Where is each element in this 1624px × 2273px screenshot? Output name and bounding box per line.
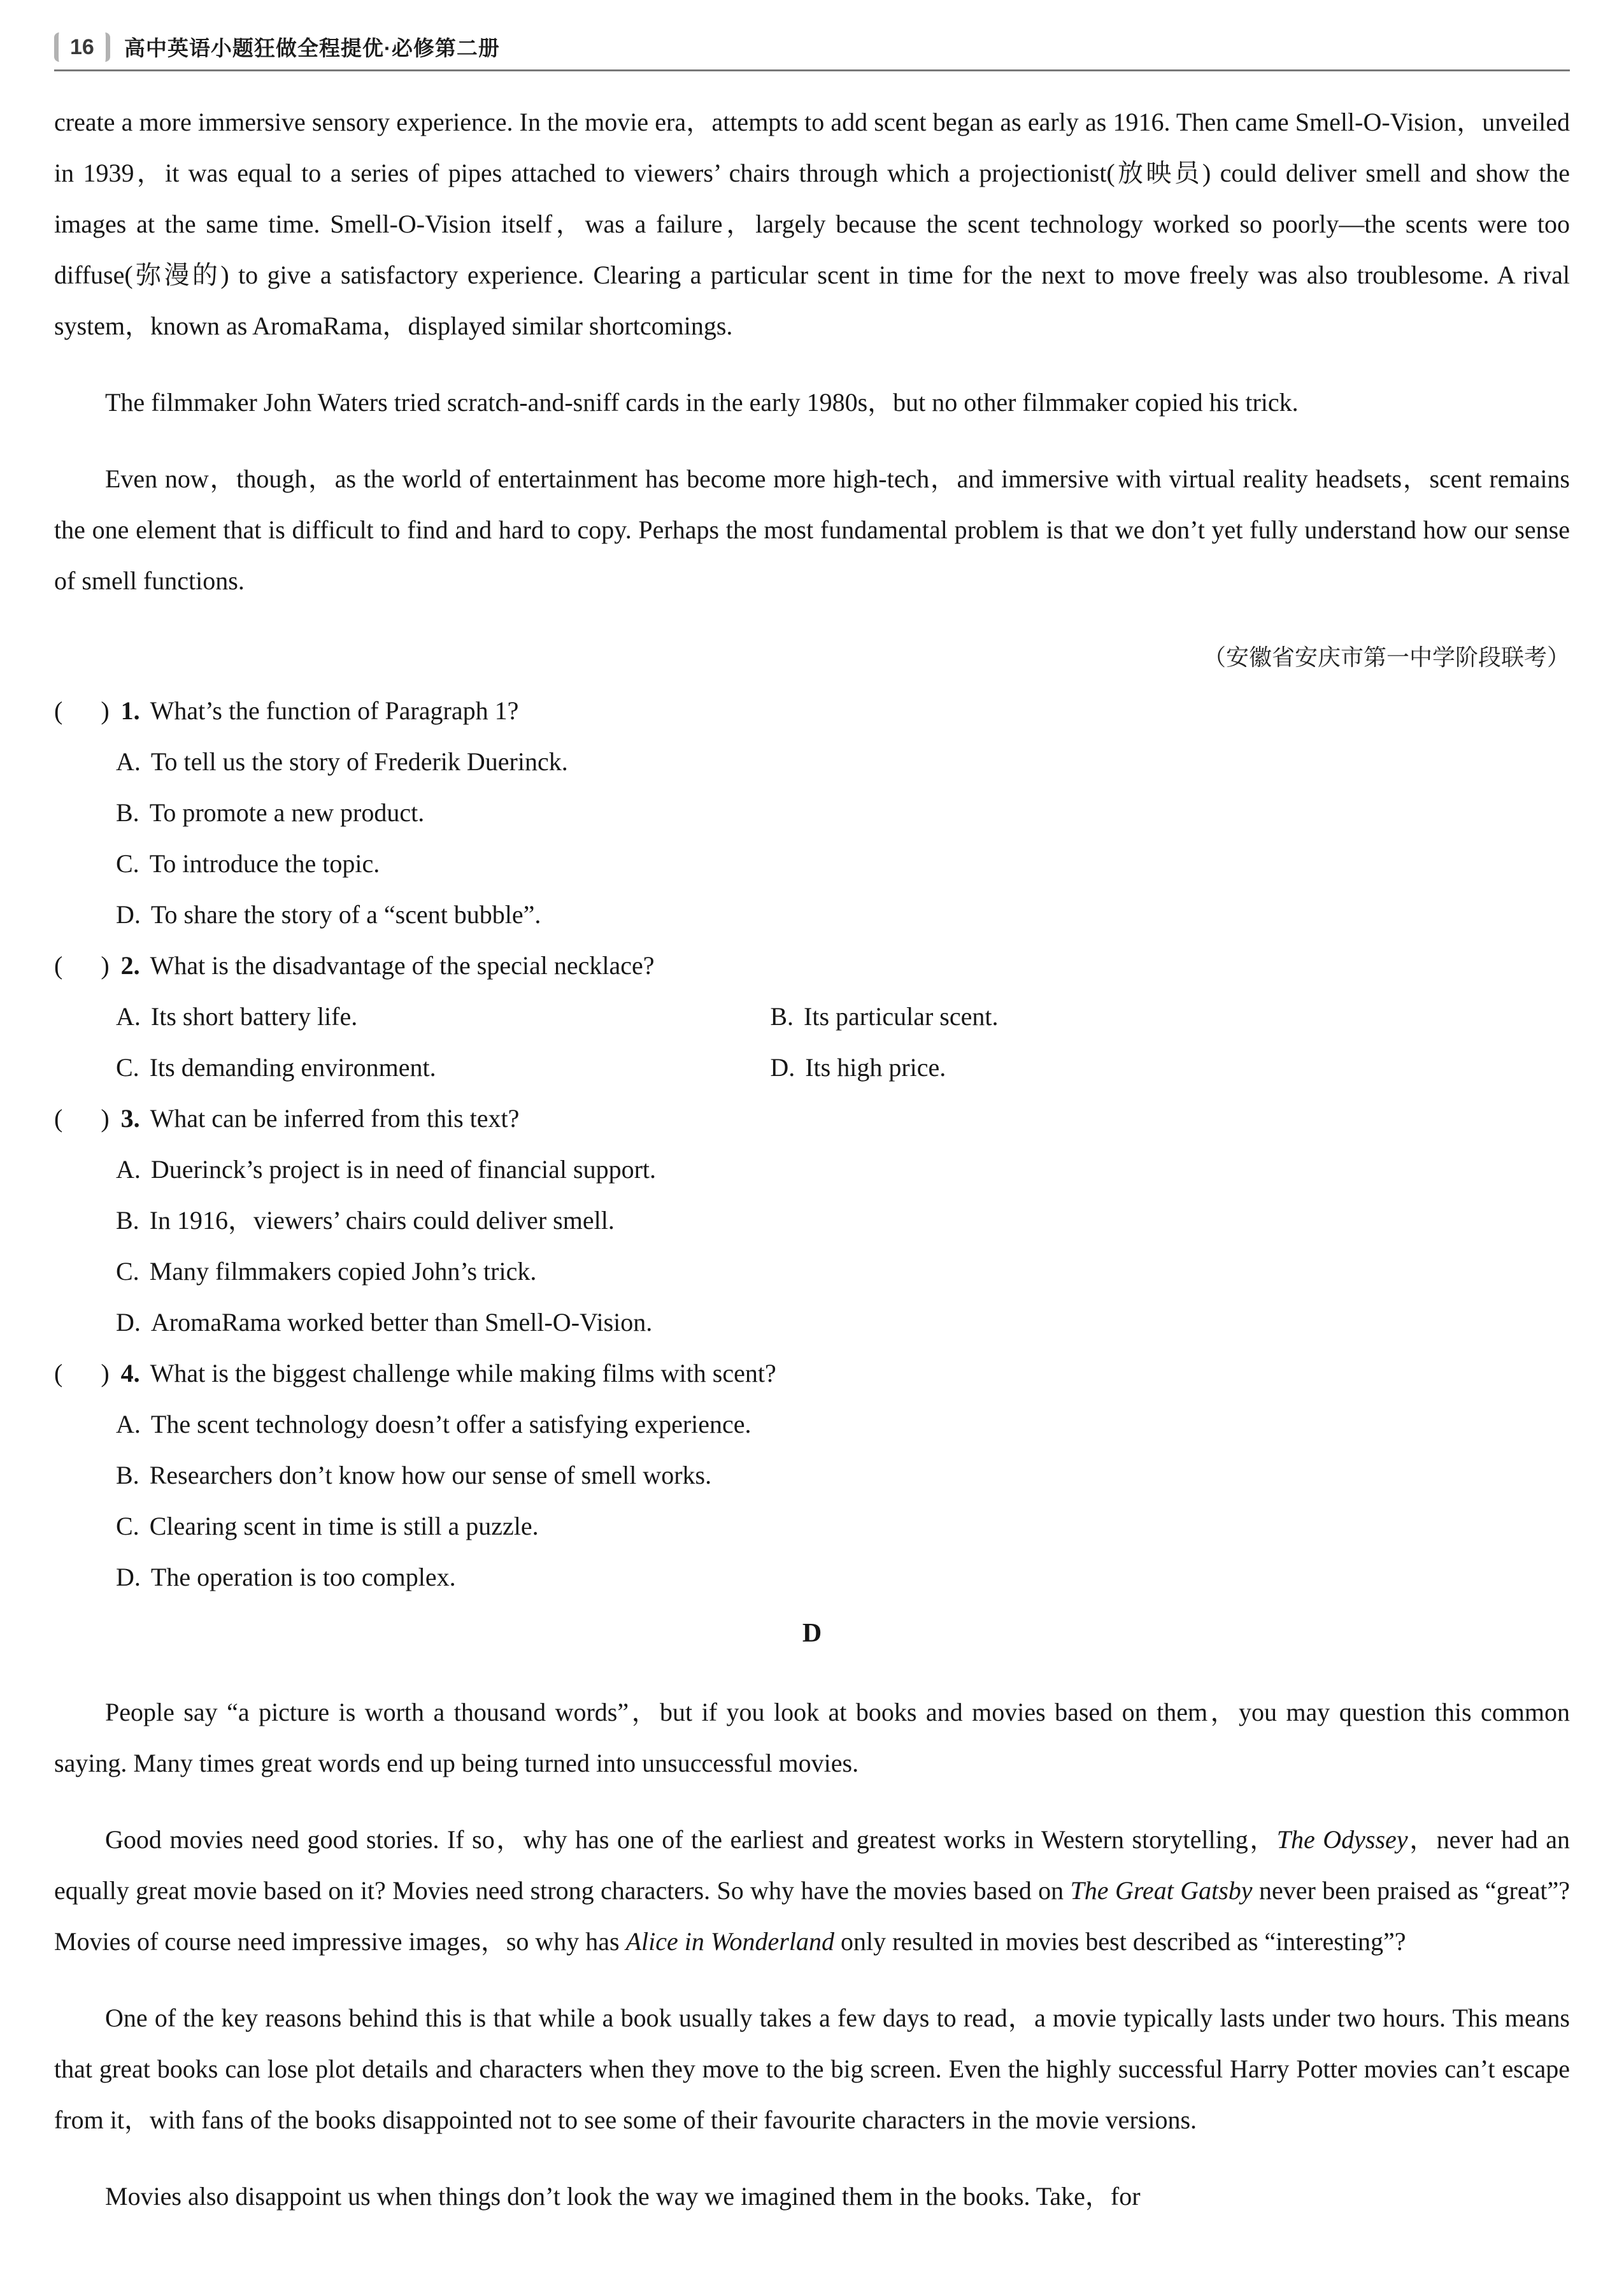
answer-blank: ( ) <box>54 1104 110 1133</box>
option-letter: B. <box>116 1206 139 1235</box>
option-4D <box>116 1552 1570 1603</box>
option-3B <box>116 1195 1570 1246</box>
option-text: To tell us the story of Frederik Duerinck. <box>150 747 568 776</box>
option-letter: D. <box>116 900 141 929</box>
option-letter: C. <box>116 1053 139 1082</box>
option-text: In 1916，viewers’ chairs could deliver smell. <box>149 1206 615 1235</box>
option-4A <box>116 1399 1570 1450</box>
option-3C <box>116 1246 1570 1297</box>
text-run: create a more immersive sensory experience. In the movie era，attempts to add scent began as early as 1916. Then came Smell-O-Vision，unveiled in 1939，it was equal to a series of pipes attached to viewers’ chairs through which a projectionist(放映员) could deliver smell and show the images at the same time. Smell-O-Vision itself，was a failure，largely because the scent technology worked so poorly—the scents were too diffuse(弥漫的) to give a satisfactory experience. Clearing a particular scent in time for the next to move freely was also troublesome. A rival system，known as AromaRama，displayed similar shortcomings. <box>54 108 1570 340</box>
text-run: People say “a picture is worth a thousand words”，but if you look at books and movies based on them，you may question this common saying. Many times great words end up being turned into unsuccessful movies. <box>54 1698 1570 1777</box>
text-run: One of the key reasons behind this is that while a book usually takes a few days to read，a movie typically lasts under two hours. This means that great books can lose plot details and characters when they move to the big screen. Even the highly successful Harry Potter movies can’t escape from it，with fans of the books disappointed not to see some of their favourite characters in the movie versions. <box>54 2004 1570 2134</box>
option-list <box>116 736 1570 940</box>
question-number: 3. <box>120 1104 140 1133</box>
text-run: Good movies need good stories. If so，why has one of the earliest and greatest works in Western storytelling， <box>105 1825 1277 1854</box>
question-number: 2. <box>120 951 140 980</box>
text-run: only resulted in movies best described as “interesting”? <box>834 1927 1406 1956</box>
passage-paragraph <box>54 97 1570 352</box>
option-text: Duerinck’s project is in need of financial support. <box>150 1155 656 1184</box>
text-run: ，never had an equally great movie based on it? Movies need strong characters. So why have the movies based on <box>54 1825 1571 1905</box>
option-letter: A. <box>116 747 141 776</box>
text-run: never been praised as “great”? Movies of course need impressive images，so why has <box>54 1876 1571 1956</box>
section-d-heading: D <box>802 1619 822 1648</box>
option-text: Its demanding environment. <box>149 1053 436 1082</box>
option-text: To promote a new product. <box>149 798 425 827</box>
question-number: 4. <box>120 1359 140 1387</box>
question-4 <box>54 1348 1570 1603</box>
option-list <box>116 991 1570 1093</box>
option-letter: C. <box>116 1512 139 1540</box>
passage-paragraph <box>54 1814 1570 1967</box>
answer-blank: ( ) <box>54 951 110 980</box>
option-4B <box>116 1450 1570 1501</box>
option-text: The scent technology doesn’t offer a satisfying experience. <box>150 1410 751 1438</box>
option-text: Its high price. <box>805 1053 946 1082</box>
option-text: Its short battery life. <box>150 1002 358 1031</box>
page-number: 16 <box>54 32 110 62</box>
option-letter: C. <box>116 849 139 878</box>
option-1B <box>116 787 1570 838</box>
book-title-header: 高中英语小题狂做全程提优·必修第二册 <box>124 36 500 60</box>
option-letter: B. <box>116 798 139 827</box>
text-run: Movies also disappoint us when things don’t look the way we imagined them in the books. Take，for <box>105 2182 1141 2211</box>
question-1 <box>54 685 1570 940</box>
option-letter: B. <box>116 1461 139 1489</box>
option-text: Many filmmakers copied John’s trick. <box>149 1257 537 1286</box>
book-title: The Great Gatsby <box>1070 1876 1253 1905</box>
passage-paragraph <box>54 454 1570 606</box>
option-letter: D. <box>116 1308 141 1337</box>
header-divider <box>54 69 1570 71</box>
passage-paragraph <box>54 1993 1570 2146</box>
question-stem: What is the biggest challenge while making films with scent? <box>150 1359 776 1387</box>
option-letter: A. <box>116 1410 141 1438</box>
question-stem-row <box>54 1093 1570 1144</box>
question-2 <box>54 940 1570 1093</box>
option-text: AromaRama worked better than Smell-O-Vision. <box>150 1308 653 1337</box>
option-3D <box>116 1297 1570 1348</box>
option-text: Researchers don’t know how our sense of smell works. <box>149 1461 712 1489</box>
option-list <box>116 1399 1570 1603</box>
passage-c-text <box>54 97 1570 606</box>
question-stem: What’s the function of Paragraph 1? <box>150 696 519 725</box>
option-letter: A. <box>116 1155 141 1184</box>
question-list <box>54 685 1570 1603</box>
answer-blank: ( ) <box>54 696 110 725</box>
passage-source: （安徽省安庆市第一中学阶段联考） <box>1202 645 1570 670</box>
option-1D <box>116 889 1570 940</box>
book-title: Alice in Wonderland <box>625 1927 834 1956</box>
passage-paragraph <box>54 2171 1570 2222</box>
option-list <box>116 1144 1570 1348</box>
question-stem: What can be inferred from this text? <box>150 1104 520 1133</box>
question-stem-row <box>54 685 1570 736</box>
page-header <box>54 32 1570 62</box>
passage-paragraph <box>54 1687 1570 1789</box>
question-stem-row <box>54 940 1570 991</box>
passage-d-text <box>54 1687 1570 2222</box>
question-3 <box>54 1093 1570 1348</box>
option-letter: B. <box>770 1002 794 1031</box>
option-text: To introduce the topic. <box>149 849 380 878</box>
option-text: Clearing scent in time is still a puzzle. <box>149 1512 539 1540</box>
book-title: The Odyssey <box>1276 1825 1408 1854</box>
option-2A <box>116 991 770 1042</box>
option-text: To share the story of a “scent bubble”. <box>150 900 541 929</box>
question-stem-row <box>54 1348 1570 1399</box>
option-3A <box>116 1144 1570 1195</box>
text-run: The filmmaker John Waters tried scratch-and-sniff cards in the early 1980s，but no other filmmaker copied his trick. <box>105 388 1299 417</box>
text-run: Even now，though，as the world of entertainment has become more high-tech，and immersive with virtual reality headsets，scent remains the one element that is difficult to find and hard to copy. Perhaps the most fundamental problem is that we don’t yet fully understand how our sense of smell functions. <box>54 464 1570 595</box>
option-text: Its particular scent. <box>804 1002 999 1031</box>
option-4C <box>116 1501 1570 1552</box>
option-letter: C. <box>116 1257 139 1286</box>
option-2D <box>770 1042 1570 1093</box>
answer-blank: ( ) <box>54 1359 110 1387</box>
option-letter: D. <box>770 1053 795 1082</box>
option-letter: D. <box>116 1563 141 1591</box>
option-1A <box>116 736 1570 787</box>
option-1C <box>116 838 1570 889</box>
question-number: 1. <box>120 696 140 725</box>
passage-paragraph <box>54 377 1570 428</box>
option-letter: A. <box>116 1002 141 1031</box>
question-stem: What is the disadvantage of the special necklace? <box>150 951 655 980</box>
option-2B <box>770 991 1570 1042</box>
option-2C <box>116 1042 770 1093</box>
option-text: The operation is too complex. <box>150 1563 456 1591</box>
